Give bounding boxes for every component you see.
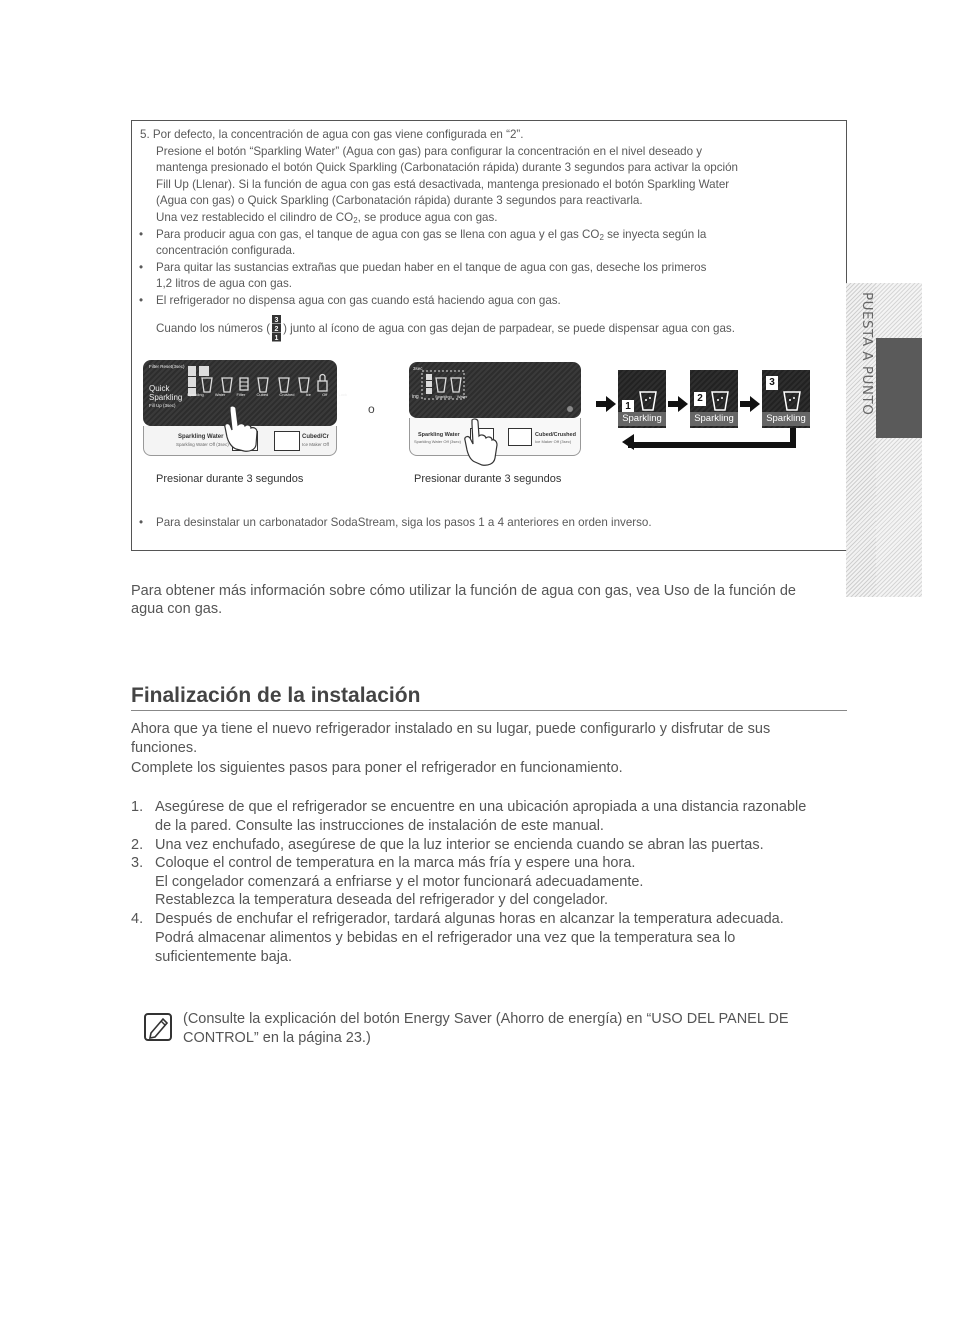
return-arrow-icon xyxy=(620,428,798,452)
sparkling-level-1-label: Sparkling xyxy=(618,412,666,426)
step-4-number: 4. xyxy=(131,911,144,927)
side-tab-marker xyxy=(876,338,922,438)
side-tab-background xyxy=(876,283,922,597)
step5-line1: 5. Por defecto, la concentración de agua con gas viene configurada en “2”. xyxy=(140,128,524,141)
cubed-crushed-button xyxy=(274,431,300,451)
step5-line5: (Agua con gas) o Quick Sparkling (Carbonatación rápida) durante 3 segundos para reactivarla. xyxy=(156,194,643,207)
note-line2: CONTROL” en la página 23.) xyxy=(183,1030,371,1046)
intro-line2: agua con gas. xyxy=(131,601,223,617)
section-title: Finalización de la instalación xyxy=(131,684,421,707)
sparkling-level-1 xyxy=(618,370,666,428)
pressing-hand-icon xyxy=(222,405,262,453)
or-separator: o xyxy=(368,402,375,416)
inline-number-1: 1 xyxy=(274,335,279,342)
step-3-number: 3. xyxy=(131,855,144,871)
step-1-number: 1. xyxy=(131,799,144,815)
step-4-line3: suficientemente baja. xyxy=(155,949,293,965)
panel-icon-labels: Sparkling Water Filter Cubed Crushed Ice Off Lock xyxy=(187,392,347,397)
right-icon-labels: Sparkling Water xyxy=(435,394,468,399)
bullet-item-3: • El refrigerador no dispensa agua con gas cuando está haciendo agua con gas. xyxy=(156,293,561,310)
level-number-3: 3 xyxy=(766,376,778,390)
sparkling-level-2-label: Sparkling xyxy=(690,412,738,426)
step-2-line1: Una vez enchufado, asegúrese de que la luz interior se encienda cuando se abran las puertas. xyxy=(155,837,764,853)
three-sec-label: 3sec xyxy=(413,366,423,371)
cubed-crushed-button-label: Cubed/Cr xyxy=(302,434,329,440)
quick-label: Quick xyxy=(149,384,170,393)
step-3-line1: Coloque el control de temperatura en la marca más fría y espere una hora. xyxy=(155,855,636,871)
para1-line2: funciones. xyxy=(131,740,198,756)
para2: Complete los siguientes pasos para poner el refrigerador en funcionamiento. xyxy=(131,760,623,776)
step-3-line2: El congelador comenzará a enfriarse y el motor funcionará adecuadamente. xyxy=(155,874,644,890)
step5-line4: Fill Up (Llenar). Si la función de agua con gas está desactivada, mantenga presionado el botón Sparkling Water xyxy=(156,178,730,191)
level-number-2: 2 xyxy=(694,392,706,406)
cubed-crushed-button-sub: Ice Maker Off xyxy=(302,442,329,447)
glass-icon xyxy=(710,390,730,412)
step-4-line2: Podrá almacenar alimentos y bebidas en el refrigerador una vez que la temperatura sea lo xyxy=(155,930,736,946)
filter-reset-label: Filter Reset(3sec) xyxy=(149,364,185,369)
para1-line1: Ahora que ya tiene el nuevo refrigerador instalado en su lugar, puede configurarlo y disfrutar de sus xyxy=(131,721,771,737)
co2-line: Una vez restablecido el cilindro de CO2, se produce agua con gas. xyxy=(156,211,498,225)
bullet-item-1-line2: concentración configurada. xyxy=(156,244,296,257)
right-sparkling-water-label: Sparkling Water xyxy=(418,432,460,438)
bullet-item-1: • Para producir agua con gas, el tanque de agua con gas se llena con agua y el gas CO2 se inyecta según la xyxy=(139,228,707,242)
note-icon xyxy=(143,1011,175,1043)
inline-number-2: 2 xyxy=(274,326,279,333)
intro-line1: Para obtener más información sobre cómo utilizar la función de agua con gas, vea Uso de la función de xyxy=(131,583,796,599)
step-1-line2: de la pared. Consulte las instrucciones de instalación de este manual. xyxy=(155,818,604,834)
bullet-item-2: • Para quitar las sustancias extrañas que puedan haber en el tanque de agua con gas, deseche los primeros xyxy=(156,260,706,277)
fill-up-label: Fill Up (3sec) xyxy=(149,403,176,408)
sparkling-water-button-label: Sparkling Water xyxy=(178,434,224,440)
side-tab-label: PUESTA A PUNTO xyxy=(859,292,875,416)
glass-icon xyxy=(782,390,802,412)
arrow-right-icon xyxy=(668,396,688,412)
sparkling-label: Sparkling xyxy=(149,393,183,402)
bullet-dot: • xyxy=(139,228,144,241)
caption-left: Presionar durante 3 segundos xyxy=(156,473,304,485)
bullet-item-4: • Para desinstalar un carbonatador SodaStream, siga los pasos 1 a 4 anteriores en orden inverso. xyxy=(156,515,652,532)
step-3-line3: Restablezca la temperatura deseada del refrigerador y del congelador. xyxy=(155,892,608,908)
right-cubed-crushed-button xyxy=(508,428,532,446)
inline-number-3: 3 xyxy=(274,317,279,324)
arrow-right-icon xyxy=(596,396,616,412)
step5-line2: Presione el botón “Sparkling Water” (Agua con gas) para configurar la concentración en el nivel deseado y xyxy=(156,145,703,158)
control-panel-right-image xyxy=(409,362,581,418)
right-sparkling-water-sub: Sparkling Water Off (3sec) xyxy=(414,439,461,444)
step-2-number: 2. xyxy=(131,837,144,853)
level-number-1: 1 xyxy=(622,400,634,414)
step-1-line1: Asegúrese de que el refrigerador se encuentre en una ubicación apropiada a una distancia razonable xyxy=(155,799,807,815)
sparkling-water-button-sub: Sparkling Water Off (3sec) xyxy=(176,442,229,447)
bullet-dot: • xyxy=(139,294,144,307)
glass-icon xyxy=(638,390,658,412)
title-divider xyxy=(131,710,847,711)
step5-line3: mantenga presionado el botón Quick Sparkling (Carbonatación rápida) durante 3 segundos para activar la opción xyxy=(156,161,738,174)
sparkling-level-3 xyxy=(762,370,810,428)
inline-number-stack-icon xyxy=(272,315,281,342)
step-4-line1: Después de enchufar el refrigerador, tardará algunas horas en alcanzar la temperatura adecuada. xyxy=(155,911,784,927)
pressing-hand-icon-right xyxy=(462,418,500,468)
bullet-item-3-line2: Cuando los números ( 3 2 1 ) junto al ícono de agua con gas dejan de parpadear, se puede dispensar agua con gas. xyxy=(156,317,735,342)
arrow-right-icon xyxy=(740,396,760,412)
caption-right: Presionar durante 3 segundos xyxy=(414,473,562,485)
panel-indicator-dot xyxy=(567,406,573,412)
side-fragment-label: ing xyxy=(412,394,419,400)
sparkling-level-2 xyxy=(690,370,738,428)
note-line1: (Consulte la explicación del botón Energy Saver (Ahorro de energía) en “USO DEL PANEL DE xyxy=(183,1011,789,1027)
right-cubed-crushed-sub: Ice Maker Off (3sec) xyxy=(535,439,572,444)
bullet-item-2-line2: 1,2 litros de agua con gas. xyxy=(156,277,292,290)
right-cubed-crushed-label: Cubed/Crushed xyxy=(535,432,576,438)
sparkling-level-3-label: Sparkling xyxy=(762,412,810,426)
bullet-dot: • xyxy=(139,516,144,529)
bullet-dot: • xyxy=(139,261,144,274)
